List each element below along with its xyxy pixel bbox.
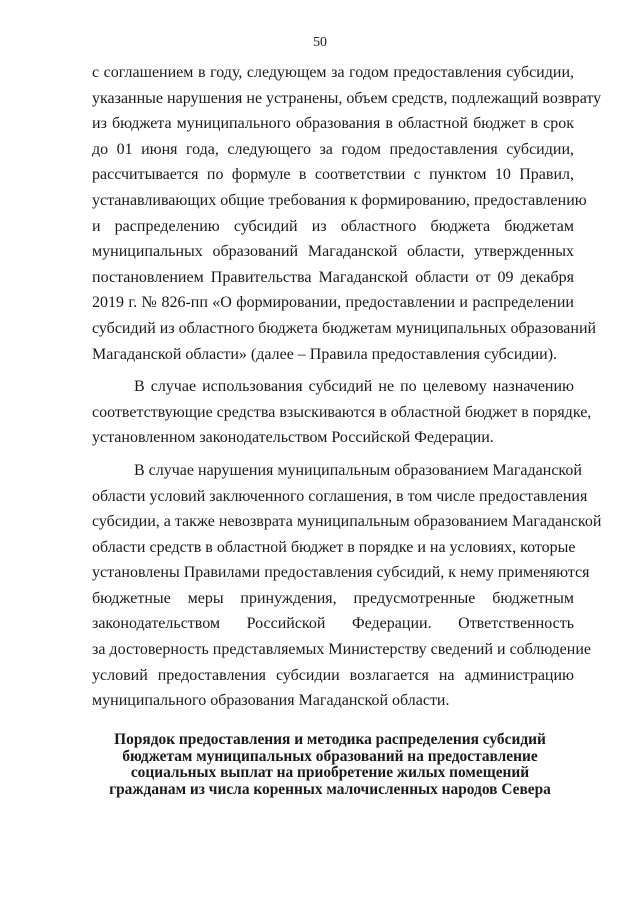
text-line: области условий заключенного соглашения, в том числе предоставления	[92, 487, 588, 505]
text-line: 2019 г. № 826-пп «О формировании, предоставлении и распределении	[92, 294, 574, 312]
text-line: области средств в областной бюджет в порядке и на условиях, которые	[92, 538, 576, 556]
section-title-line: Порядок предоставления и методика распределения субсидий	[114, 731, 546, 748]
section-title	[60, 732, 600, 798]
text-line: указанные нарушения не устранены, объем средств, подлежащий возврату	[92, 89, 602, 107]
paragraph-1	[92, 60, 602, 367]
text-line: условий предоставления субсидии возлагается на администрацию	[92, 666, 574, 684]
text-line: В случае нарушения муниципальным образованием Магаданской	[134, 461, 582, 479]
text-line: субсидии, а также невозврата муниципальным образованием Магаданской	[92, 513, 602, 531]
section-title-line: социальных выплат на приобретение жилых помещений	[130, 764, 530, 782]
page-number: 50	[313, 35, 327, 50]
text-line: соответствующие средства взыскиваются в областной бюджет в порядке,	[92, 403, 592, 421]
text-line: за достоверность представляемых Министерству сведений и соблюдение	[92, 641, 591, 659]
text-line: до 01 июня года, следующего за годом предоставления субсидии,	[92, 140, 574, 158]
text-line: установлены Правилами предоставления субсидий, к нему применяются	[92, 564, 590, 582]
text-line: рассчитывается по формуле в соответствии с пунктом 10 Правил,	[92, 166, 574, 184]
text-line: субсидий из областного бюджета бюджетам муниципальных образований	[92, 319, 597, 337]
text-line: установленном законодательством Российской Федерации.	[92, 429, 494, 447]
text-line: муниципального образования Магаданской области.	[92, 692, 450, 710]
text-line: муниципальных образований Магаданской области, утвержденных	[92, 243, 574, 261]
document-body	[92, 60, 602, 714]
section-title-line: бюджетам муниципальных образований на предоставление	[122, 747, 538, 765]
text-line: законодательством Российской Федерации. Ответственность	[92, 615, 574, 633]
section-title-line: гражданам из числа коренных малочисленных народов Севера	[109, 780, 551, 798]
text-line: с соглашением в году, следующем за годом предоставления субсидии,	[92, 64, 574, 81]
text-line: постановлением Правительства Магаданской области от 09 декабря	[92, 268, 574, 286]
text-line: Магаданской области» (далее – Правила предоставления субсидии).	[92, 345, 558, 363]
text-line: из бюджета муниципального образования в областной бюджет в срок	[92, 115, 574, 133]
text-line: бюджетные меры принуждения, предусмотренные бюджетным	[92, 589, 574, 607]
paragraph-2	[92, 374, 592, 451]
paragraph-3	[92, 458, 602, 714]
text-line: и распределению субсидий из областного бюджета бюджетам	[92, 217, 574, 235]
text-line: В случае использования субсидий не по целевому назначению	[134, 378, 574, 396]
text-line: устанавливающих общие требования к формированию, предоставлению	[92, 191, 587, 209]
